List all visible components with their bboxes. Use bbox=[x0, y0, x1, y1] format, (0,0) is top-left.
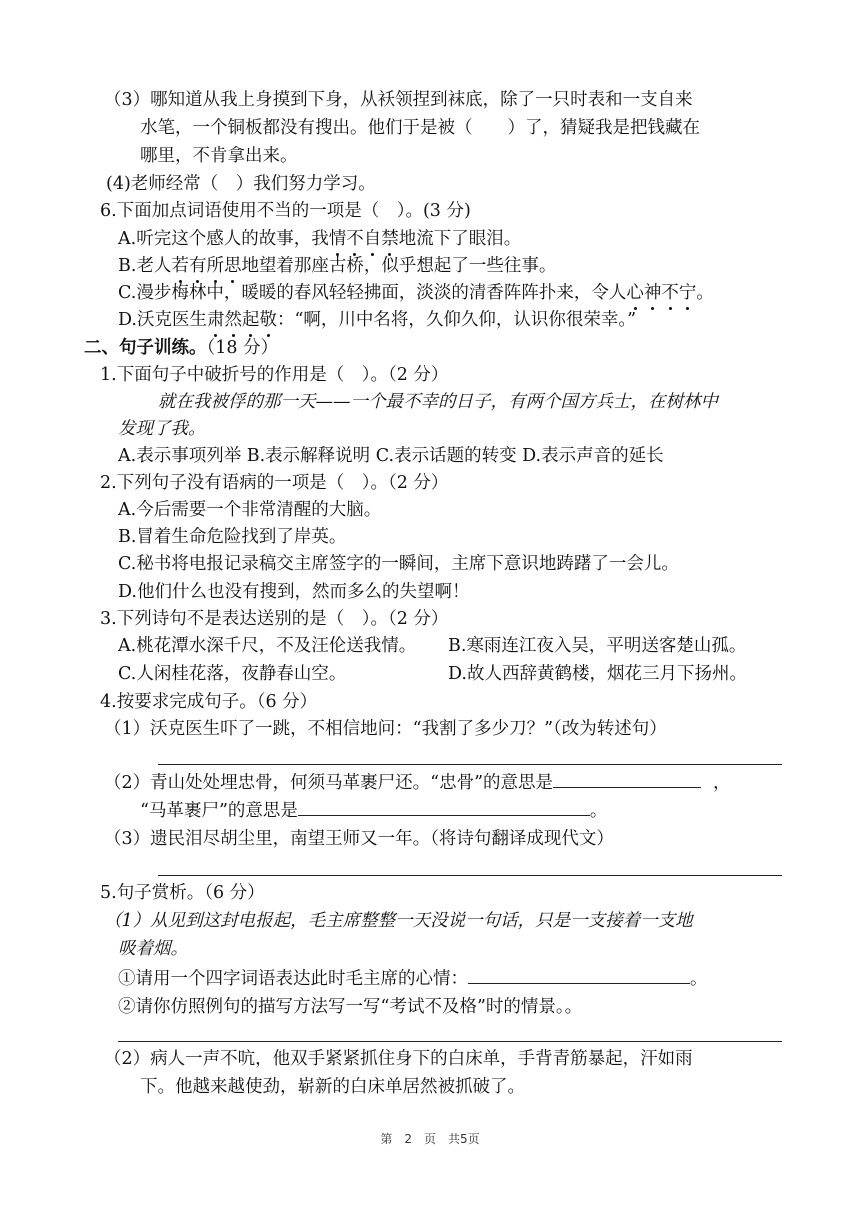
page-number: 2 bbox=[404, 1132, 412, 1146]
q6-d-post: ：“啊，川中名将，久仰久仰，认识你很荣幸。” bbox=[276, 310, 637, 330]
s3-stem: 3.下列诗句不是表达送别的是（ ）。（2 分） bbox=[100, 609, 449, 629]
s5-sub1-end: 。 bbox=[690, 969, 708, 989]
s3-option-d: D.故人西辞黄鹤楼，烟花三月下扬州。 bbox=[448, 664, 747, 684]
q6-d-pre: D.沃克医生 bbox=[118, 310, 207, 330]
q6-b-pre: B.老人 bbox=[118, 256, 172, 276]
s1-quote-line2: 发现了我。 bbox=[118, 419, 206, 439]
s4-item2-text: （2）青山处处埋忠骨，何须马革裹尸还。“忠骨”的意思是 bbox=[104, 773, 554, 793]
zhonggu-meaning-blank[interactable] bbox=[553, 771, 701, 788]
q6-a-post: 地流下了眼泪。 bbox=[398, 229, 522, 249]
section-2-heading bbox=[84, 336, 278, 360]
s5-item1-line2: 吸着烟。 bbox=[118, 939, 188, 959]
emphasis-dot-char: 若 bbox=[171, 256, 189, 276]
emphasis-dot-char: 所 bbox=[206, 256, 224, 276]
q5-item3-line3: 哪里，不肯拿出来。 bbox=[140, 146, 298, 166]
s5-stem: 5.句子赏析。（6 分） bbox=[100, 883, 265, 903]
s2-option-d: D.他们什么也没有搜到，然而多么的失望啊！ bbox=[118, 582, 470, 602]
q6-option-d bbox=[118, 308, 636, 332]
s5-item2-line2: 下。他越来越使劲，崭新的白床单居然被抓破了。 bbox=[140, 1077, 525, 1097]
s5-sub1-text: ①请用一个四字词语表达此时毛主席的心情： bbox=[118, 969, 468, 989]
q6-b-dotted-word bbox=[171, 256, 241, 276]
s4-item2-end: 。 bbox=[589, 801, 608, 821]
footer-ye: 页 bbox=[424, 1132, 437, 1146]
emphasis-dot-char: 禁 bbox=[381, 229, 399, 249]
s2-option-a: A.今后需要一个非常清醒的大脑。 bbox=[118, 500, 382, 520]
emphasis-dot-char: 肃 bbox=[206, 310, 225, 330]
q5-item4: (4)老师经常（ ）我们努力学习。 bbox=[106, 174, 376, 194]
q6-a-dotted-word bbox=[329, 229, 399, 249]
s4-item2-line2 bbox=[140, 799, 607, 823]
q6-stem: 6.下面加点词语使用不当的一项是（ ）。(3 分) bbox=[100, 201, 471, 221]
emphasis-dot-char: 不 bbox=[346, 229, 364, 249]
q5-item3-line2: 水笔，一个铜板都没有搜出。他们于是被（ ）了，猜疑我是把钱藏在 bbox=[140, 118, 700, 138]
s1-quote-line1: 就在我被俘的那一天——一个最不幸的日子，有两个国方兵士，在树林中 bbox=[158, 392, 718, 412]
mageguoshi-meaning-blank[interactable] bbox=[298, 799, 590, 816]
emphasis-dot-char: 然 bbox=[224, 310, 242, 330]
s5-item1-line1: （1）从见到这封电报起，毛主席整整一天没说一句话，只是一支接着一支地 bbox=[104, 911, 693, 931]
s4-stem: 4.按要求完成句子。（6 分） bbox=[100, 692, 318, 712]
s4-item2-comma: ， bbox=[713, 773, 731, 793]
s5-sub1 bbox=[118, 967, 708, 991]
s4-item1: （1）沃克医生吓了一跳，不相信地问：“我割了多少刀？”（改为转述句） bbox=[104, 719, 667, 739]
s2-option-b: B.冒着生命危险找到了岸英。 bbox=[118, 527, 347, 547]
s3-option-c: C.人闲桂花落，夜静春山空。 bbox=[118, 664, 347, 684]
q6-d-dotted-word bbox=[207, 310, 277, 330]
s4-item3: （3）遗民泪尽胡尘里，南望王师又一年。（将诗句翻译成现代文） bbox=[104, 829, 614, 849]
emphasis-dot-char: 起 bbox=[241, 310, 260, 330]
total-pages: 共5页 bbox=[448, 1132, 480, 1146]
s3-option-a: A.桃花潭水深千尺，不及汪伦送我情。 bbox=[118, 636, 417, 656]
q6-c-post: 。 bbox=[696, 283, 714, 303]
emphasis-dot-char: 宁 bbox=[678, 283, 697, 303]
q6-option-c bbox=[118, 281, 714, 305]
emphasis-dot-char: 有 bbox=[188, 256, 207, 276]
s5-sub2-answer-line[interactable] bbox=[118, 1041, 782, 1042]
emphasis-dot-char: 神 bbox=[643, 283, 662, 303]
s4-item3-answer-line[interactable] bbox=[158, 875, 782, 876]
s1-options: A.表示事项列举 B.表示解释说明 C.表示话题的转变 D.表示声音的延长 bbox=[118, 446, 664, 466]
s3-option-b: B.寒雨连江夜入吴，平明送客楚山孤。 bbox=[448, 636, 747, 656]
q6-option-a bbox=[118, 227, 521, 251]
s5-sub2: ②请你仿照例句的描写方法写一写“考试不及格”时的情景。。 bbox=[118, 997, 583, 1017]
emphasis-dot-char: 自 bbox=[363, 229, 382, 249]
s4-item1-answer-line[interactable] bbox=[158, 764, 782, 765]
q6-a-pre: A.听完这个感人的故事，我 bbox=[118, 229, 329, 249]
section-2-title: 二、句子训练。 bbox=[84, 338, 207, 358]
emphasis-dot-char: 心 bbox=[626, 283, 644, 303]
emphasis-dot-char: 敬 bbox=[259, 310, 277, 330]
mood-idiom-blank[interactable] bbox=[468, 967, 690, 984]
emphasis-dot-char: 不 bbox=[661, 283, 679, 303]
q5-item3-line1: （3）哪知道从我上身摸到下身，从袄领捏到袜底，除了一只时表和一支自来 bbox=[104, 90, 693, 110]
s2-stem: 2.下列句子没有语病的一项是（ ）。（2 分） bbox=[100, 473, 449, 493]
section-2-score: （18 分） bbox=[206, 338, 279, 358]
q6-c-pre: C.漫步梅林中，暖暖的春风轻轻拂面，淡淡的清香阵阵扑来，令人 bbox=[118, 283, 627, 303]
s4-item2-text-b: “马革裹尸”的意思是 bbox=[140, 801, 298, 821]
emphasis-dot-char: 情 bbox=[328, 229, 347, 249]
page-footer bbox=[0, 1130, 860, 1147]
q6-option-b bbox=[118, 254, 556, 278]
s4-item2-line1 bbox=[104, 771, 731, 795]
s1-stem: 1.下面句子中破折号的作用是（ ）。（2 分） bbox=[100, 365, 449, 385]
footer-di: 第 bbox=[380, 1132, 393, 1146]
emphasis-dot-char: 思 bbox=[223, 256, 242, 276]
s2-option-c: C.秘书将电报记录稿交主席签字的一瞬间，主席下意识地踌躇了一会儿。 bbox=[118, 554, 679, 574]
s5-item2-line1: （2）病人一声不吭，他双手紧紧抓住身下的白床单，手背青筋暴起，汗如雨 bbox=[104, 1049, 693, 1069]
q6-b-post: 地望着那座古桥，似乎想起了一些往事。 bbox=[241, 256, 557, 276]
q6-c-dotted-word bbox=[626, 283, 696, 303]
